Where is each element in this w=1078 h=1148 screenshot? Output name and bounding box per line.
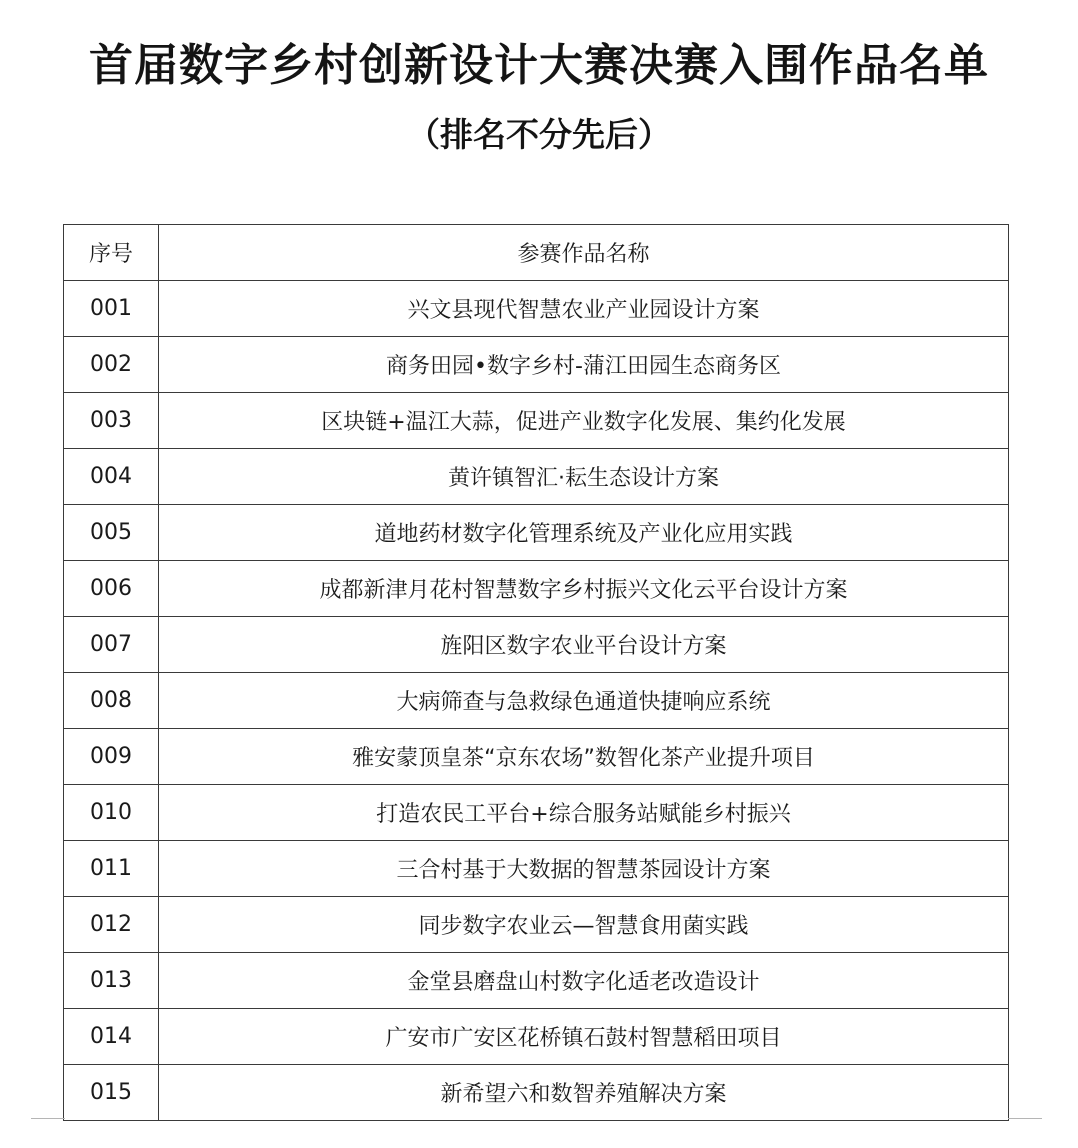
row-work-name: 道地药材数字化管理系统及产业化应用实践 (159, 505, 1009, 561)
row-number: 009 (64, 729, 159, 785)
table-row (64, 393, 1009, 449)
table-row (64, 449, 1009, 505)
row-work-name: 同步数字农业云—智慧食用菌实践 (159, 897, 1009, 953)
table-row (64, 897, 1009, 953)
row-number: 005 (64, 505, 159, 561)
table-row (64, 673, 1009, 729)
header-work-name: 参赛作品名称 (159, 225, 1009, 281)
header-number: 序号 (64, 225, 159, 281)
table-row (64, 785, 1009, 841)
row-number: 006 (64, 561, 159, 617)
row-work-name: 雅安蒙顶皇茶“京东农场”数智化茶产业提升项目 (159, 729, 1009, 785)
table-row (64, 281, 1009, 337)
table-row (64, 841, 1009, 897)
row-work-name: 成都新津月花村智慧数字乡村振兴文化云平台设计方案 (159, 561, 1009, 617)
row-number: 003 (64, 393, 159, 449)
row-work-name: 大病筛查与急救绿色通道快捷响应系统 (159, 673, 1009, 729)
table-row (64, 1065, 1009, 1121)
row-number: 013 (64, 953, 159, 1009)
row-work-name: 商务田园•数字乡村-蒲江田园生态商务区 (159, 337, 1009, 393)
table-row (64, 505, 1009, 561)
row-work-name: 兴文县现代智慧农业产业园设计方案 (159, 281, 1009, 337)
row-work-name: 金堂县磨盘山村数字化适老改造设计 (159, 953, 1009, 1009)
row-number: 004 (64, 449, 159, 505)
page-edge-marker-left (31, 1118, 65, 1119)
finalist-table (63, 224, 1009, 1121)
row-work-name: 区块链+温江大蒜，促进产业数字化发展、集约化发展 (159, 393, 1009, 449)
row-work-name: 三合村基于大数据的智慧茶园设计方案 (159, 841, 1009, 897)
row-number: 001 (64, 281, 159, 337)
table-row (64, 561, 1009, 617)
page-edge-marker-right (1008, 1118, 1042, 1119)
row-work-name: 打造农民工平台+综合服务站赋能乡村振兴 (159, 785, 1009, 841)
row-number: 015 (64, 1065, 159, 1121)
row-number: 014 (64, 1009, 159, 1065)
row-number: 008 (64, 673, 159, 729)
table-row (64, 617, 1009, 673)
document-title: 首届数字乡村创新设计大赛决赛入围作品名单 (89, 40, 989, 91)
table-row (64, 337, 1009, 393)
row-work-name: 黄许镇智汇·耘生态设计方案 (159, 449, 1009, 505)
row-work-name: 新希望六和数智养殖解决方案 (159, 1065, 1009, 1121)
document-subtitle: （排名不分先后） (407, 115, 671, 154)
row-number: 012 (64, 897, 159, 953)
table-row (64, 729, 1009, 785)
row-number: 010 (64, 785, 159, 841)
row-work-name: 广安市广安区花桥镇石鼓村智慧稻田项目 (159, 1009, 1009, 1065)
row-number: 011 (64, 841, 159, 897)
table-row (64, 1009, 1009, 1065)
row-number: 002 (64, 337, 159, 393)
table-header-row (64, 225, 1009, 281)
table-row (64, 953, 1009, 1009)
row-work-name: 旌阳区数字农业平台设计方案 (159, 617, 1009, 673)
row-number: 007 (64, 617, 159, 673)
